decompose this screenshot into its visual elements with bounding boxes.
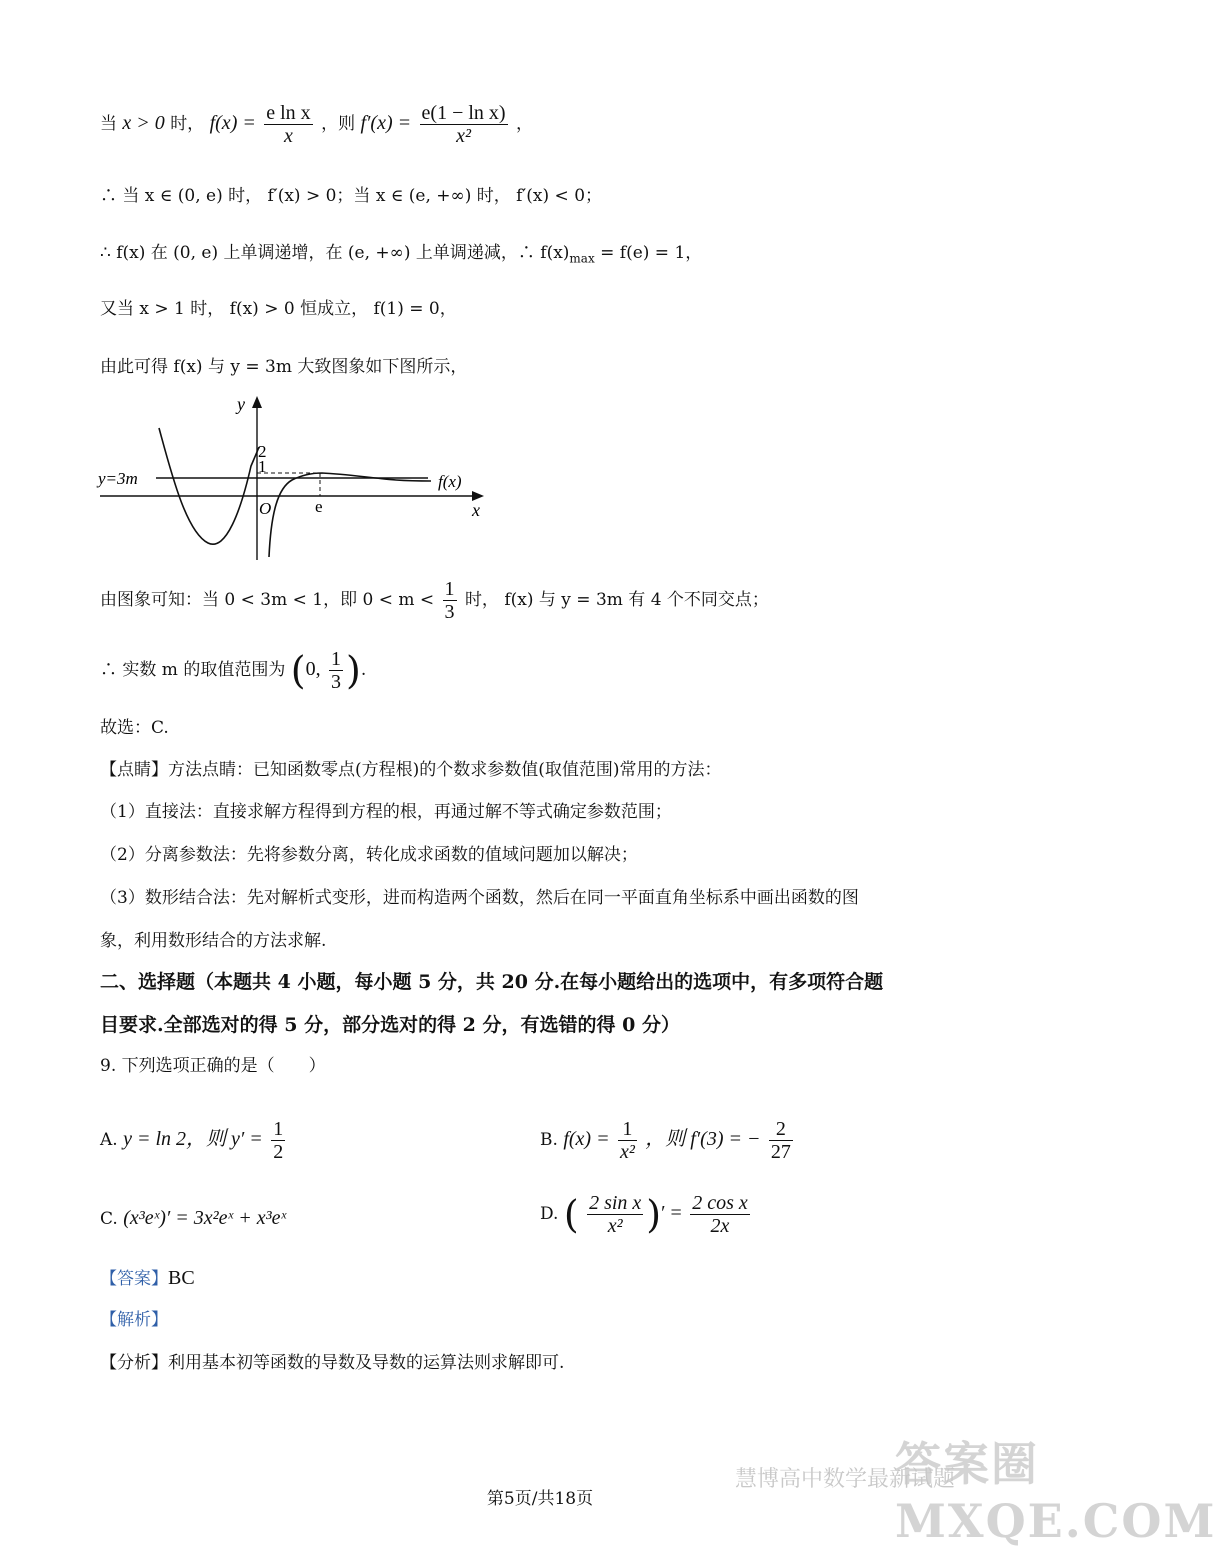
fraction-4 [329,648,343,693]
fraction-4-num: 1 [330,648,341,670]
label-y-3m: y=3m [98,469,138,488]
option-d-den2: 2x [710,1215,730,1237]
line-12: （3）数形结合法：先对解析式变形，进而构造两个函数，然后在同一平面直角坐标系中画出函数的图 [100,888,859,908]
line-1 [100,102,533,147]
line-1-d: ， [515,114,533,134]
option-b-num: 1 [618,1118,637,1141]
answer-tag: 【答案】 [100,1269,168,1289]
fraction-3 [443,578,457,623]
line-1-a: 当 [100,114,117,134]
paren-right: ) [345,648,361,693]
curve-right-branch [269,473,431,557]
option-b-den2: 27 [770,1141,791,1163]
section-heading-1: 二、选择题（本题共 4 小题，每小题 5 分，共 20 分.在每小题给出的选项中，有多项符合题 [100,971,884,993]
option-b-fraction-1 [618,1118,637,1163]
tick-2: 2 [258,442,267,461]
fraction-3-num: 1 [444,578,455,600]
watermark-text: 慧博高中数学最新试题 [735,1467,956,1492]
line-8: 故选：C. [100,718,169,738]
fraction-4-den: 3 [330,671,341,693]
line-1-b: 时， [170,114,205,134]
label-y: y [237,394,245,414]
label-origin: O [259,499,272,518]
option-d-fraction-2 [690,1192,750,1237]
option-d-num: 2 sin x [589,1192,642,1214]
line-7-b: . [360,660,367,680]
fraction-2-den: x² [456,125,471,147]
option-b-fraction-2 [769,1118,793,1163]
line-6-b: 时， f(x) 与 y = 3m 有 4 个不同交点； [464,590,769,610]
option-a-label: A. [100,1130,118,1150]
option-b-mid: ，则 f′(3) = − [645,1128,761,1150]
line-6-a: 由图象可知：当 0 < 3m < 1，即 0 < m < [100,590,435,610]
line-11: （2）分离参数法：先将参数分离，转化成求函数的值域问题加以解决； [100,845,638,865]
option-a-den: 2 [273,1141,284,1163]
line-5: 由此可得 f(x) 与 y = 3m 大致图象如下图所示， [100,357,468,377]
option-a-fraction [271,1118,285,1163]
option-d-paren-left: ( [563,1192,579,1237]
option-a-num: 1 [273,1118,284,1140]
option-d-eq: ′ = [661,1202,682,1224]
option-d-den: x² [607,1215,623,1237]
line-7-a: ∴ 实数 m 的取值范围为 [100,660,286,680]
line-7 [100,648,366,693]
analysis-tag: 【解析】 [100,1310,168,1330]
page-footer: 第5页/共18页 [486,1489,594,1509]
answer-line [100,1266,195,1291]
option-a [100,1118,288,1163]
line-3 [100,241,702,270]
line-13: 象，利用数形结合的方法求解. [100,931,327,951]
fraction-2 [420,102,508,147]
tick-e: e [315,497,323,516]
line-4: 又当 x > 1 时， f(x) > 0 恒成立， f(1) = 0， [100,299,457,319]
line-1-fp: f′(x) = [360,112,412,134]
option-a-expr: y = ln 2，则 y′ = [123,1128,263,1150]
option-b [540,1118,796,1163]
line-10: （1）直接法：直接求解方程得到方程的根，再通过解不等式确定参数范围； [100,802,672,822]
fraction-1-den: x [284,125,293,147]
option-c [100,1206,286,1231]
fenxi-line: 【分析】利用基本初等函数的导数及导数的运算法则求解即可. [100,1353,565,1373]
watermark-logo: 答案圈 MXQE.COM [895,1437,1216,1548]
fraction-3-den: 3 [444,601,455,623]
option-b-num2: 2 [769,1118,793,1141]
option-c-expr: (x³eˣ)′ = 3x²eˣ + x³eˣ [123,1207,287,1229]
function-graph [96,392,496,562]
section-heading-2: 目要求.全部选对的得 5 分，部分选对的得 2 分，有选错的得 0 分） [100,1014,680,1036]
option-d [540,1192,753,1237]
option-d-paren-right: ) [646,1192,662,1237]
curve-left-branch [159,428,259,544]
fraction-1 [264,102,312,147]
line-3-end: = f(e) = 1， [594,243,703,263]
option-b-den: x² [619,1141,635,1163]
label-fx: f(x) [438,472,462,491]
option-d-num2: 2 cos x [692,1192,748,1214]
line-9: 【点睛】方法点睛：已知函数零点(方程根)的个数求参数值(取值范围)常用的方法： [100,760,722,780]
line-1-f: f(x) = [209,112,256,134]
option-b-label: B. [540,1130,558,1150]
option-b-expr: f(x) = [563,1128,610,1150]
line-3-main: ∴ f(x) 在 (0, e) 上单调递增，在 (e, +∞) 上单调递减，∴ f(x) [100,243,570,263]
paren-left: ( [290,648,306,693]
tick-1: 1 [258,457,267,476]
fraction-2-num: e(1 − ln x) [421,102,506,124]
line-1-c: ，则 [321,114,356,134]
line-2: ∴ 当 x ∈ (0, e) 时， f′(x) > 0；当 x ∈ (e, +∞) 时， f′(x) < 0； [100,186,603,206]
question-stem: 9. 下列选项正确的是（ ） [100,1056,326,1076]
option-d-label: D. [540,1204,559,1224]
line-6 [100,578,769,623]
answer-value: BC [168,1267,195,1289]
label-x: x [472,500,480,520]
fraction-1-num: e ln x [266,102,311,124]
line-3-sub: max [569,251,595,266]
line-1-cond: x > 0 [122,112,165,134]
option-c-label: C. [100,1209,118,1229]
y-axis-arrow [252,396,262,408]
line-7-inner: 0, [305,658,321,680]
option-d-fraction-1 [587,1192,643,1237]
